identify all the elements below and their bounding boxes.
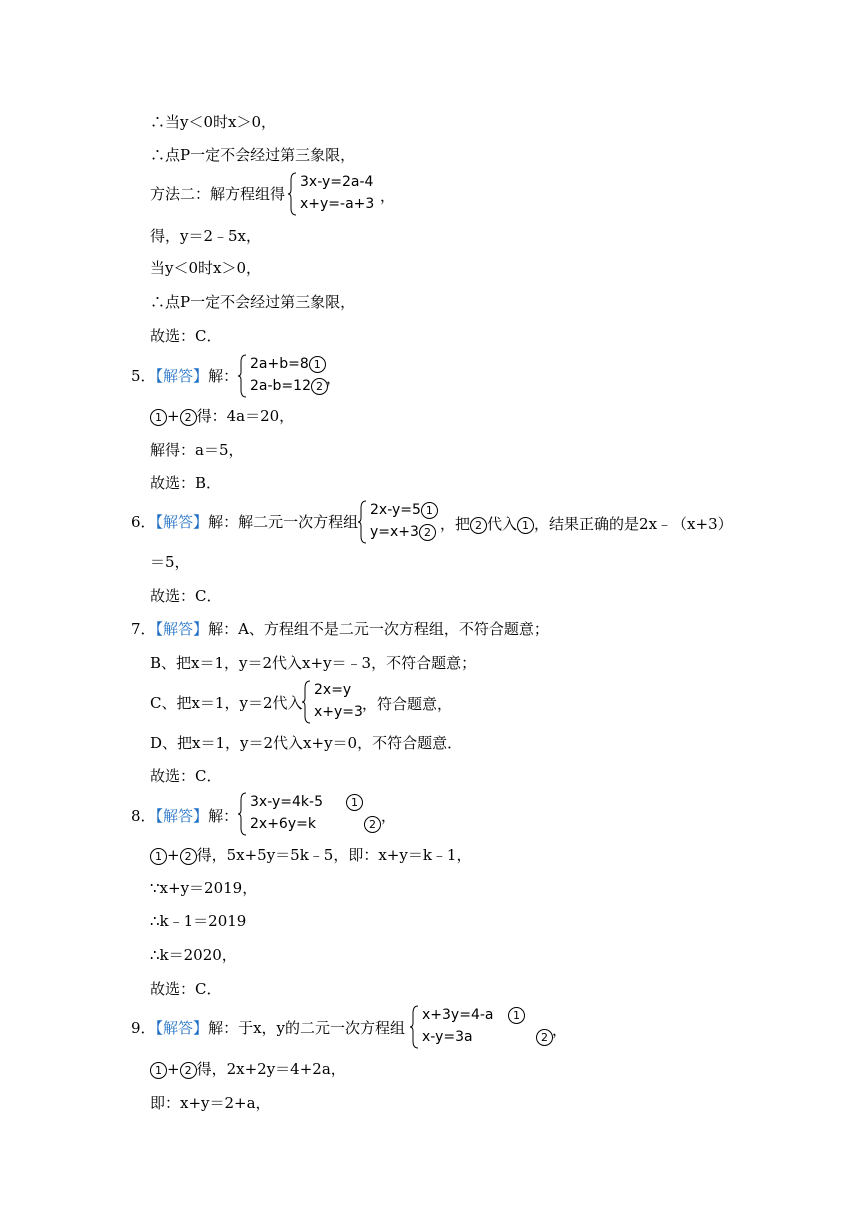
text-line: C、把x＝1，y＝2代入 xyxy=(150,694,303,712)
answer-tag: 【解答】 xyxy=(155,1019,209,1037)
circled-one-icon: 1 xyxy=(508,1007,525,1024)
text-line: 1 + 2 得：4a＝20， xyxy=(150,406,294,426)
circled-two-icon: 2 xyxy=(536,1029,553,1046)
circled-two-icon: 2 xyxy=(180,1062,197,1079)
answer-tag: 【解答】 xyxy=(155,620,209,638)
equation-system: 2x-y=5 1 y=x+3 2 xyxy=(358,500,458,544)
equation-system: x+3y=4-a x-y=3a 1 2 xyxy=(410,1005,560,1049)
circled-two-icon: 2 xyxy=(180,409,197,426)
answer-tag: 【解答】 xyxy=(155,807,209,825)
brace-icon xyxy=(410,1005,419,1049)
question-7: 7．【解答】解：A、方程组不是二元一次方程组，不符合题意； xyxy=(131,620,549,638)
text-line: D、把x＝1，y＝2代入x+y＝0，不符合题意． xyxy=(150,734,463,752)
circled-one-icon: 1 xyxy=(421,502,438,519)
circled-one-icon: 1 xyxy=(150,1062,167,1079)
text-line: 解得：a＝5， xyxy=(150,441,244,459)
text-line: B、把x＝1，y＝2代入x+y＝﹣3，不符合题意； xyxy=(150,654,477,672)
text-line: 故选：C． xyxy=(150,980,222,998)
text-line: ∵x+y＝2019， xyxy=(150,879,258,897)
text-line: ∴点P一定不会经过第三象限， xyxy=(150,146,356,164)
circled-one-icon: 1 xyxy=(517,517,534,534)
text-line: 故选：C． xyxy=(150,767,222,785)
question-8: 8．【解答】解： xyxy=(131,807,239,825)
circled-one-icon: 1 xyxy=(309,356,326,373)
equation-system: 2a+b=8 1 2a-b=12 2 xyxy=(238,354,338,398)
question-9: 9．【解答】解：于x，y的二元一次方程组 xyxy=(131,1019,405,1037)
answer-tag: 【解答】 xyxy=(155,513,209,531)
text-line: ∴点P一定不会经过第三象限， xyxy=(150,293,356,311)
text-line: 即：x+y＝2+a， xyxy=(150,1094,271,1112)
equation-system: 3x-y=2a-4 x+y=-a+3 xyxy=(288,172,388,216)
question-6: 6．【解答】解：解二元一次方程组 xyxy=(131,513,359,531)
text-line: ∴k＝2020， xyxy=(150,946,237,964)
circled-two-icon: 2 xyxy=(180,848,197,865)
answer-tag: 【解答】 xyxy=(155,367,209,385)
text-line: 故选：C． xyxy=(150,587,222,605)
brace-icon xyxy=(238,354,247,398)
brace-icon xyxy=(288,172,297,216)
circled-two-icon: 2 xyxy=(419,524,436,541)
text-line: ∴当y＜0时x＞0， xyxy=(150,113,277,131)
text-line: 故选：C． xyxy=(150,327,222,345)
brace-icon xyxy=(358,500,367,544)
question-5: 5．【解答】解： xyxy=(131,367,239,385)
text-line: ∴k﹣1＝2019 xyxy=(150,912,247,930)
circled-two-icon: 2 xyxy=(470,517,487,534)
circled-two-icon: 2 xyxy=(364,816,381,833)
text-line: 故选：B． xyxy=(150,474,222,492)
text-line: 方法二：解方程组得 xyxy=(150,185,286,203)
circled-one-icon: 1 xyxy=(150,409,167,426)
circled-one-icon: 1 xyxy=(346,794,363,811)
circled-two-icon: 2 xyxy=(311,378,328,395)
equation-system: 2x=y x+y=3 xyxy=(302,680,372,724)
text-line: 得，y＝2﹣5x， xyxy=(150,227,262,245)
text-line: 1 + 2 得，5x+5y＝5k﹣5，即：x+y＝k﹣1， xyxy=(150,845,471,865)
text-line: ＝5， xyxy=(150,553,190,571)
brace-icon xyxy=(302,680,311,724)
equation-system: 3x-y=4k-5 2x+6y=k 1 2 xyxy=(238,792,388,836)
brace-icon xyxy=(238,792,247,836)
text-line: 1 + 2 得，2x+2y＝4+2a， xyxy=(150,1059,346,1079)
circled-one-icon: 1 xyxy=(150,848,167,865)
text-line: 当y＜0时x＞0， xyxy=(150,259,262,277)
